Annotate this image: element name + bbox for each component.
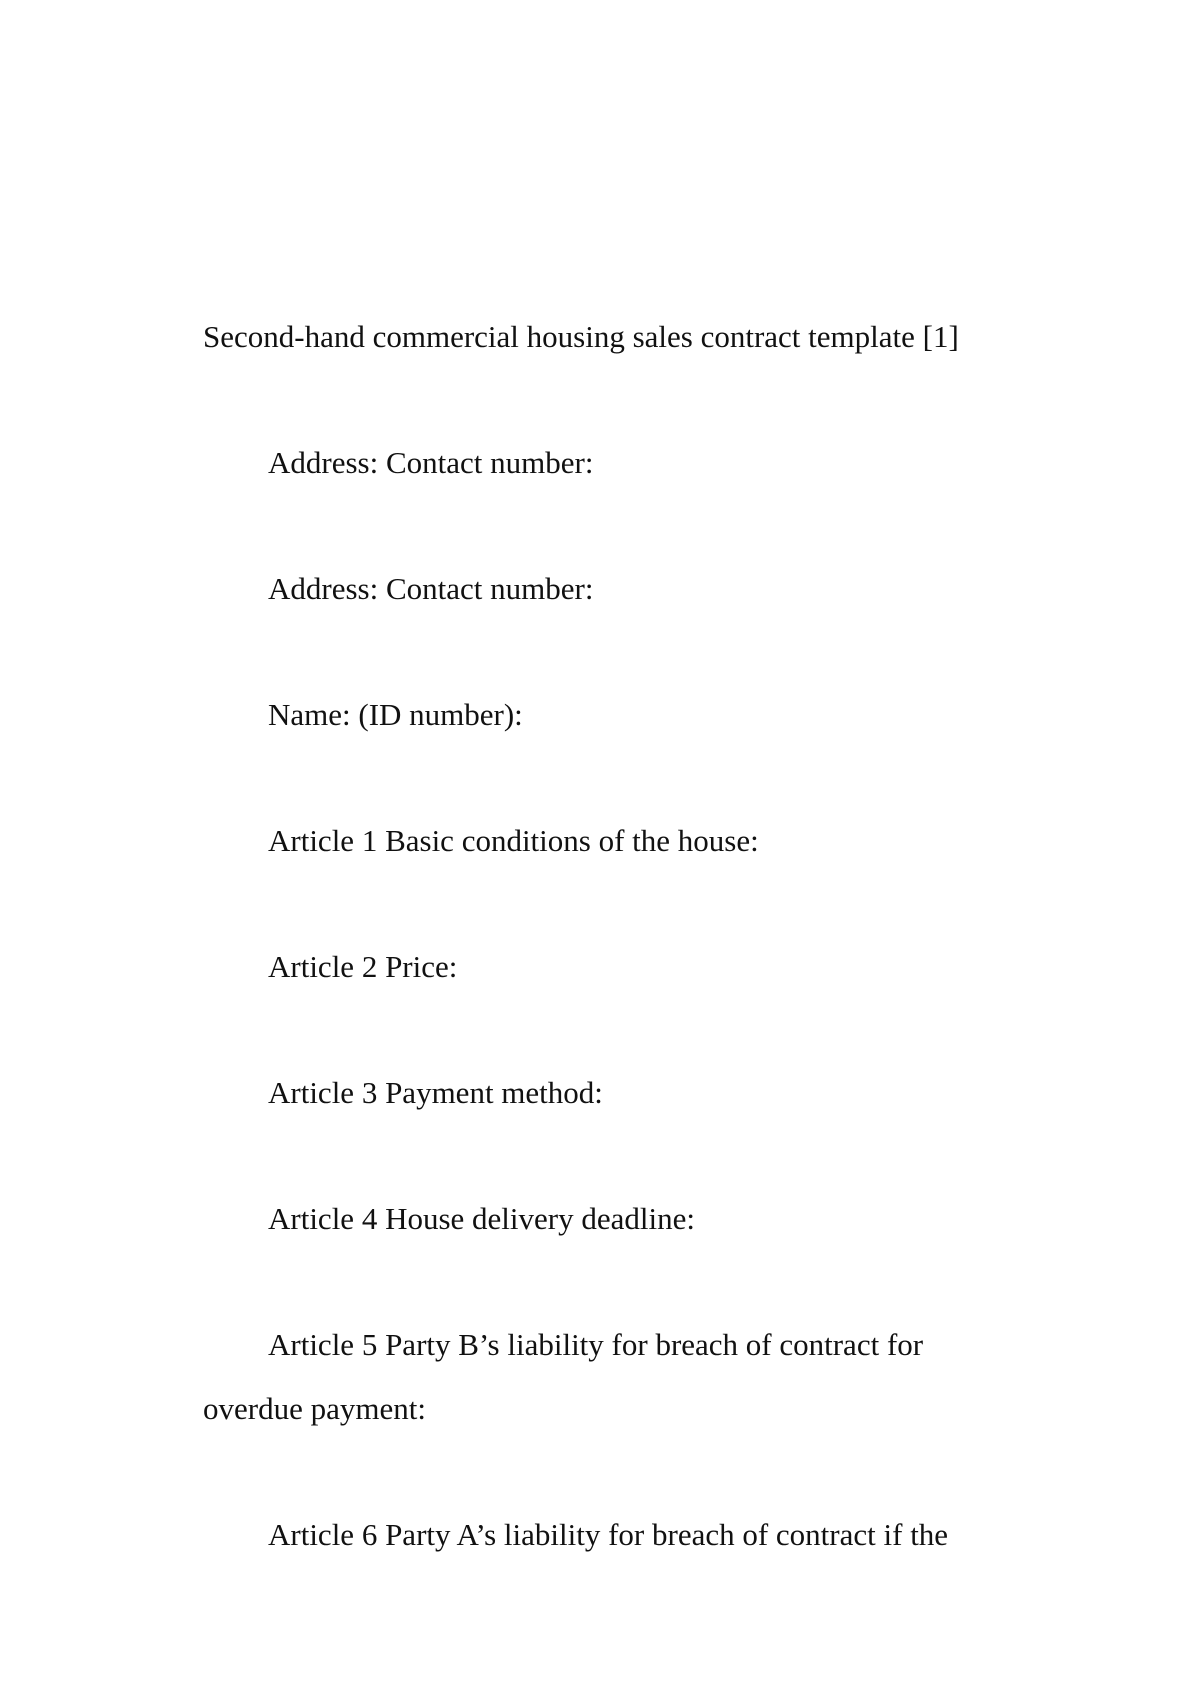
paragraph-spacer (203, 369, 1003, 431)
paragraph-spacer (203, 1125, 1003, 1187)
paragraph-spacer (203, 1251, 1003, 1313)
document-body (203, 305, 1003, 1567)
article-2: Article 2 Price: (268, 949, 458, 984)
article-3: Article 3 Payment method: (268, 1075, 603, 1110)
document-title: Second-hand commercial housing sales contract template [1] (203, 319, 959, 354)
paragraph-spacer (203, 873, 1003, 935)
paragraph-spacer (203, 999, 1003, 1061)
article-6: Article 6 Party A’s liability for breach of contract if the (268, 1517, 949, 1552)
paragraph-spacer (203, 747, 1003, 809)
article-1: Article 1 Basic conditions of the house: (268, 823, 759, 858)
article-4: Article 4 House delivery deadline: (268, 1201, 695, 1236)
buyer-address-line: Address: Contact number: (268, 571, 594, 606)
article-5: Article 5 Party B’s liability for breach of contract for overdue payment: (203, 1327, 924, 1426)
paragraph-spacer (203, 621, 1003, 683)
paragraph-spacer (203, 1441, 1003, 1503)
paragraph-spacer (203, 495, 1003, 557)
seller-address-line: Address: Contact number: (268, 445, 594, 480)
name-id-line: Name: (ID number): (268, 697, 523, 732)
